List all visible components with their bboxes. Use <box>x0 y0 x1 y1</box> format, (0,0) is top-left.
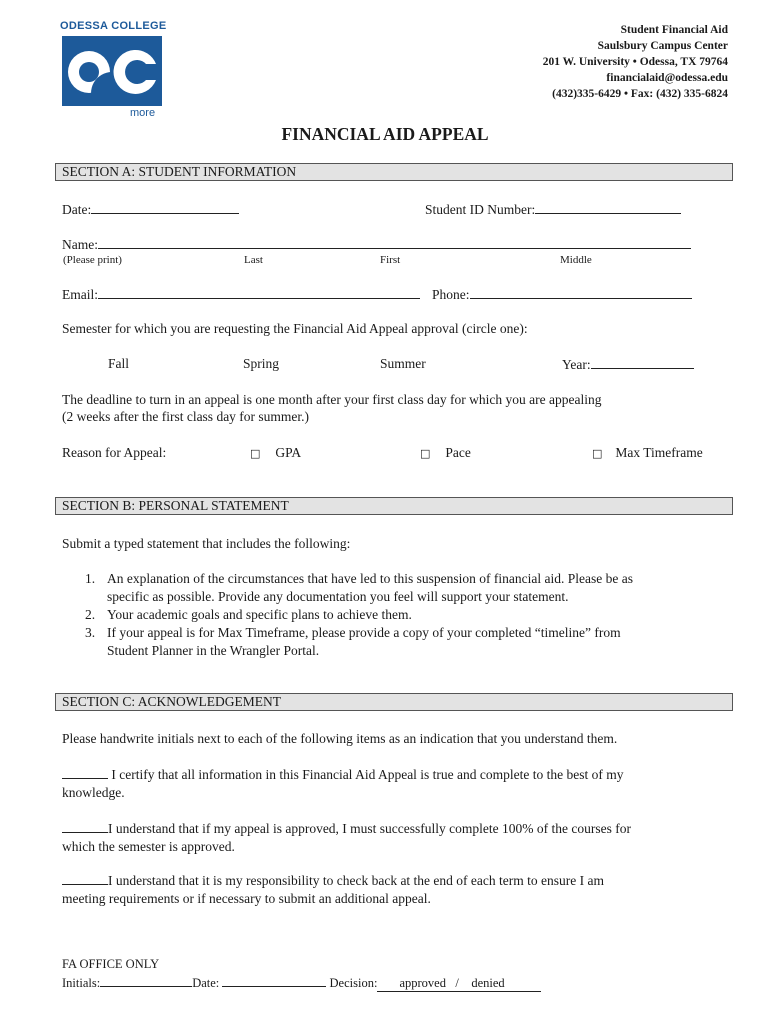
statement-intro: Submit a typed statement that includes the following: <box>62 536 351 551</box>
ack-intro: Please handwrite initials next to each of the following items as an indication that you understand them. <box>62 731 618 746</box>
ack-item-2: I understand that if my appeal is approved, I must successfully complete 100% of the courses for which the semester is approved. <box>62 821 631 854</box>
statement-list <box>85 570 633 660</box>
phone-line[interactable] <box>470 286 692 299</box>
oc-logo-mark <box>62 36 162 106</box>
reason-pace[interactable] <box>420 445 471 461</box>
semester-prompt: Semester for which you are requesting the Financial Aid Appeal approval (circle one): <box>62 321 528 336</box>
office-initials-line[interactable] <box>100 974 192 987</box>
date-field[interactable] <box>62 201 239 218</box>
initials-line[interactable] <box>62 766 108 779</box>
name-field[interactable] <box>62 236 691 253</box>
reason-pace-label: Pace <box>445 445 471 460</box>
student-id-label: Student ID Number: <box>425 202 536 217</box>
reason-label: Reason for Appeal: <box>62 445 167 460</box>
section-c-heading: SECTION C: ACKNOWLEDGEMENT <box>55 693 733 711</box>
student-id-field[interactable] <box>425 201 681 218</box>
email-line[interactable] <box>98 286 420 299</box>
logo-college-name: ODESSA COLLEGE <box>60 20 167 32</box>
semester-fall[interactable]: Fall <box>108 356 130 371</box>
student-id-line[interactable] <box>535 201 681 214</box>
list-item: 1. An explanation of the circumstances that have led to this suspension of financial aid. Please be as specific as possible. Provide any documentation you feel will support your statement. <box>85 571 633 604</box>
ack-item-3: I understand that it is my responsibility to check back at the end of each term to ensure I am meeting requirements or if necessary to submit an additional appeal. <box>62 873 604 906</box>
phone-label: Phone: <box>432 287 470 302</box>
date-line[interactable] <box>91 201 239 214</box>
initials-line[interactable] <box>62 820 108 833</box>
list-item: 3. If your appeal is for Max Timeframe, please provide a copy of your completed “timeline” from Student Planner in the Wrangler Portal. <box>85 625 621 658</box>
checkbox-icon[interactable]: □ <box>592 447 603 460</box>
deadline-line-2: (2 weeks after the first class day for summer.) <box>62 409 310 424</box>
office-only-heading: FA OFFICE ONLY <box>62 957 160 971</box>
reason-max-timeframe-label: Max Timeframe <box>615 445 703 460</box>
office-decision-line[interactable]: approved / denied <box>377 976 541 992</box>
checkbox-icon[interactable]: □ <box>250 447 261 460</box>
office-street: 201 W. University • Odessa, TX 79764 <box>542 56 728 68</box>
deadline-line-1: The deadline to turn in an appeal is one month after your first class day for which you are appealing <box>62 392 602 407</box>
office-date-line[interactable] <box>222 974 326 987</box>
office-name: Student Financial Aid <box>620 24 728 36</box>
name-hint-middle: Middle <box>560 254 592 266</box>
office-email: financialaid@odessa.edu <box>606 72 728 84</box>
name-hint-first: First <box>380 254 401 266</box>
ack-item-1: I certify that all information in this Financial Aid Appeal is true and complete to the best of my knowledge. <box>62 767 624 800</box>
initials-line[interactable] <box>62 872 108 885</box>
section-b-heading: SECTION B: PERSONAL STATEMENT <box>55 497 733 515</box>
college-logo <box>60 20 170 120</box>
office-address-block <box>543 22 728 102</box>
year-label: Year: <box>562 357 591 372</box>
name-line[interactable] <box>98 236 691 249</box>
name-label: Name: <box>62 237 98 252</box>
checkbox-icon[interactable]: □ <box>420 447 431 460</box>
reason-gpa-label: GPA <box>275 445 302 460</box>
office-building: Saulsbury Campus Center <box>597 40 728 52</box>
reason-gpa[interactable] <box>250 445 301 461</box>
office-initials-label: Initials: <box>62 976 101 990</box>
form-title: FINANCIAL AID APPEAL <box>281 124 489 144</box>
year-line[interactable] <box>591 356 694 369</box>
name-hint-print: (Please print) <box>63 254 122 266</box>
name-hint-last: Last <box>244 254 263 266</box>
office-decision-label: Decision: <box>329 976 378 990</box>
list-item: 2. Your academic goals and specific plans to achieve them. <box>85 607 412 622</box>
semester-spring[interactable]: Spring <box>243 356 280 371</box>
section-a-heading: SECTION A: STUDENT INFORMATION <box>55 163 733 181</box>
phone-field[interactable] <box>432 286 692 303</box>
office-date-label: Date: <box>192 976 220 990</box>
year-field[interactable] <box>562 356 694 373</box>
email-label: Email: <box>62 287 98 302</box>
office-only-fields <box>62 974 541 992</box>
reason-max-timeframe[interactable] <box>592 445 703 461</box>
email-field[interactable] <box>62 286 420 303</box>
semester-summer[interactable]: Summer <box>380 356 426 371</box>
date-label: Date: <box>62 202 92 217</box>
logo-tagline: more <box>130 107 156 119</box>
office-phone: (432)335-6429 • Fax: (432) 335-6824 <box>552 88 728 100</box>
